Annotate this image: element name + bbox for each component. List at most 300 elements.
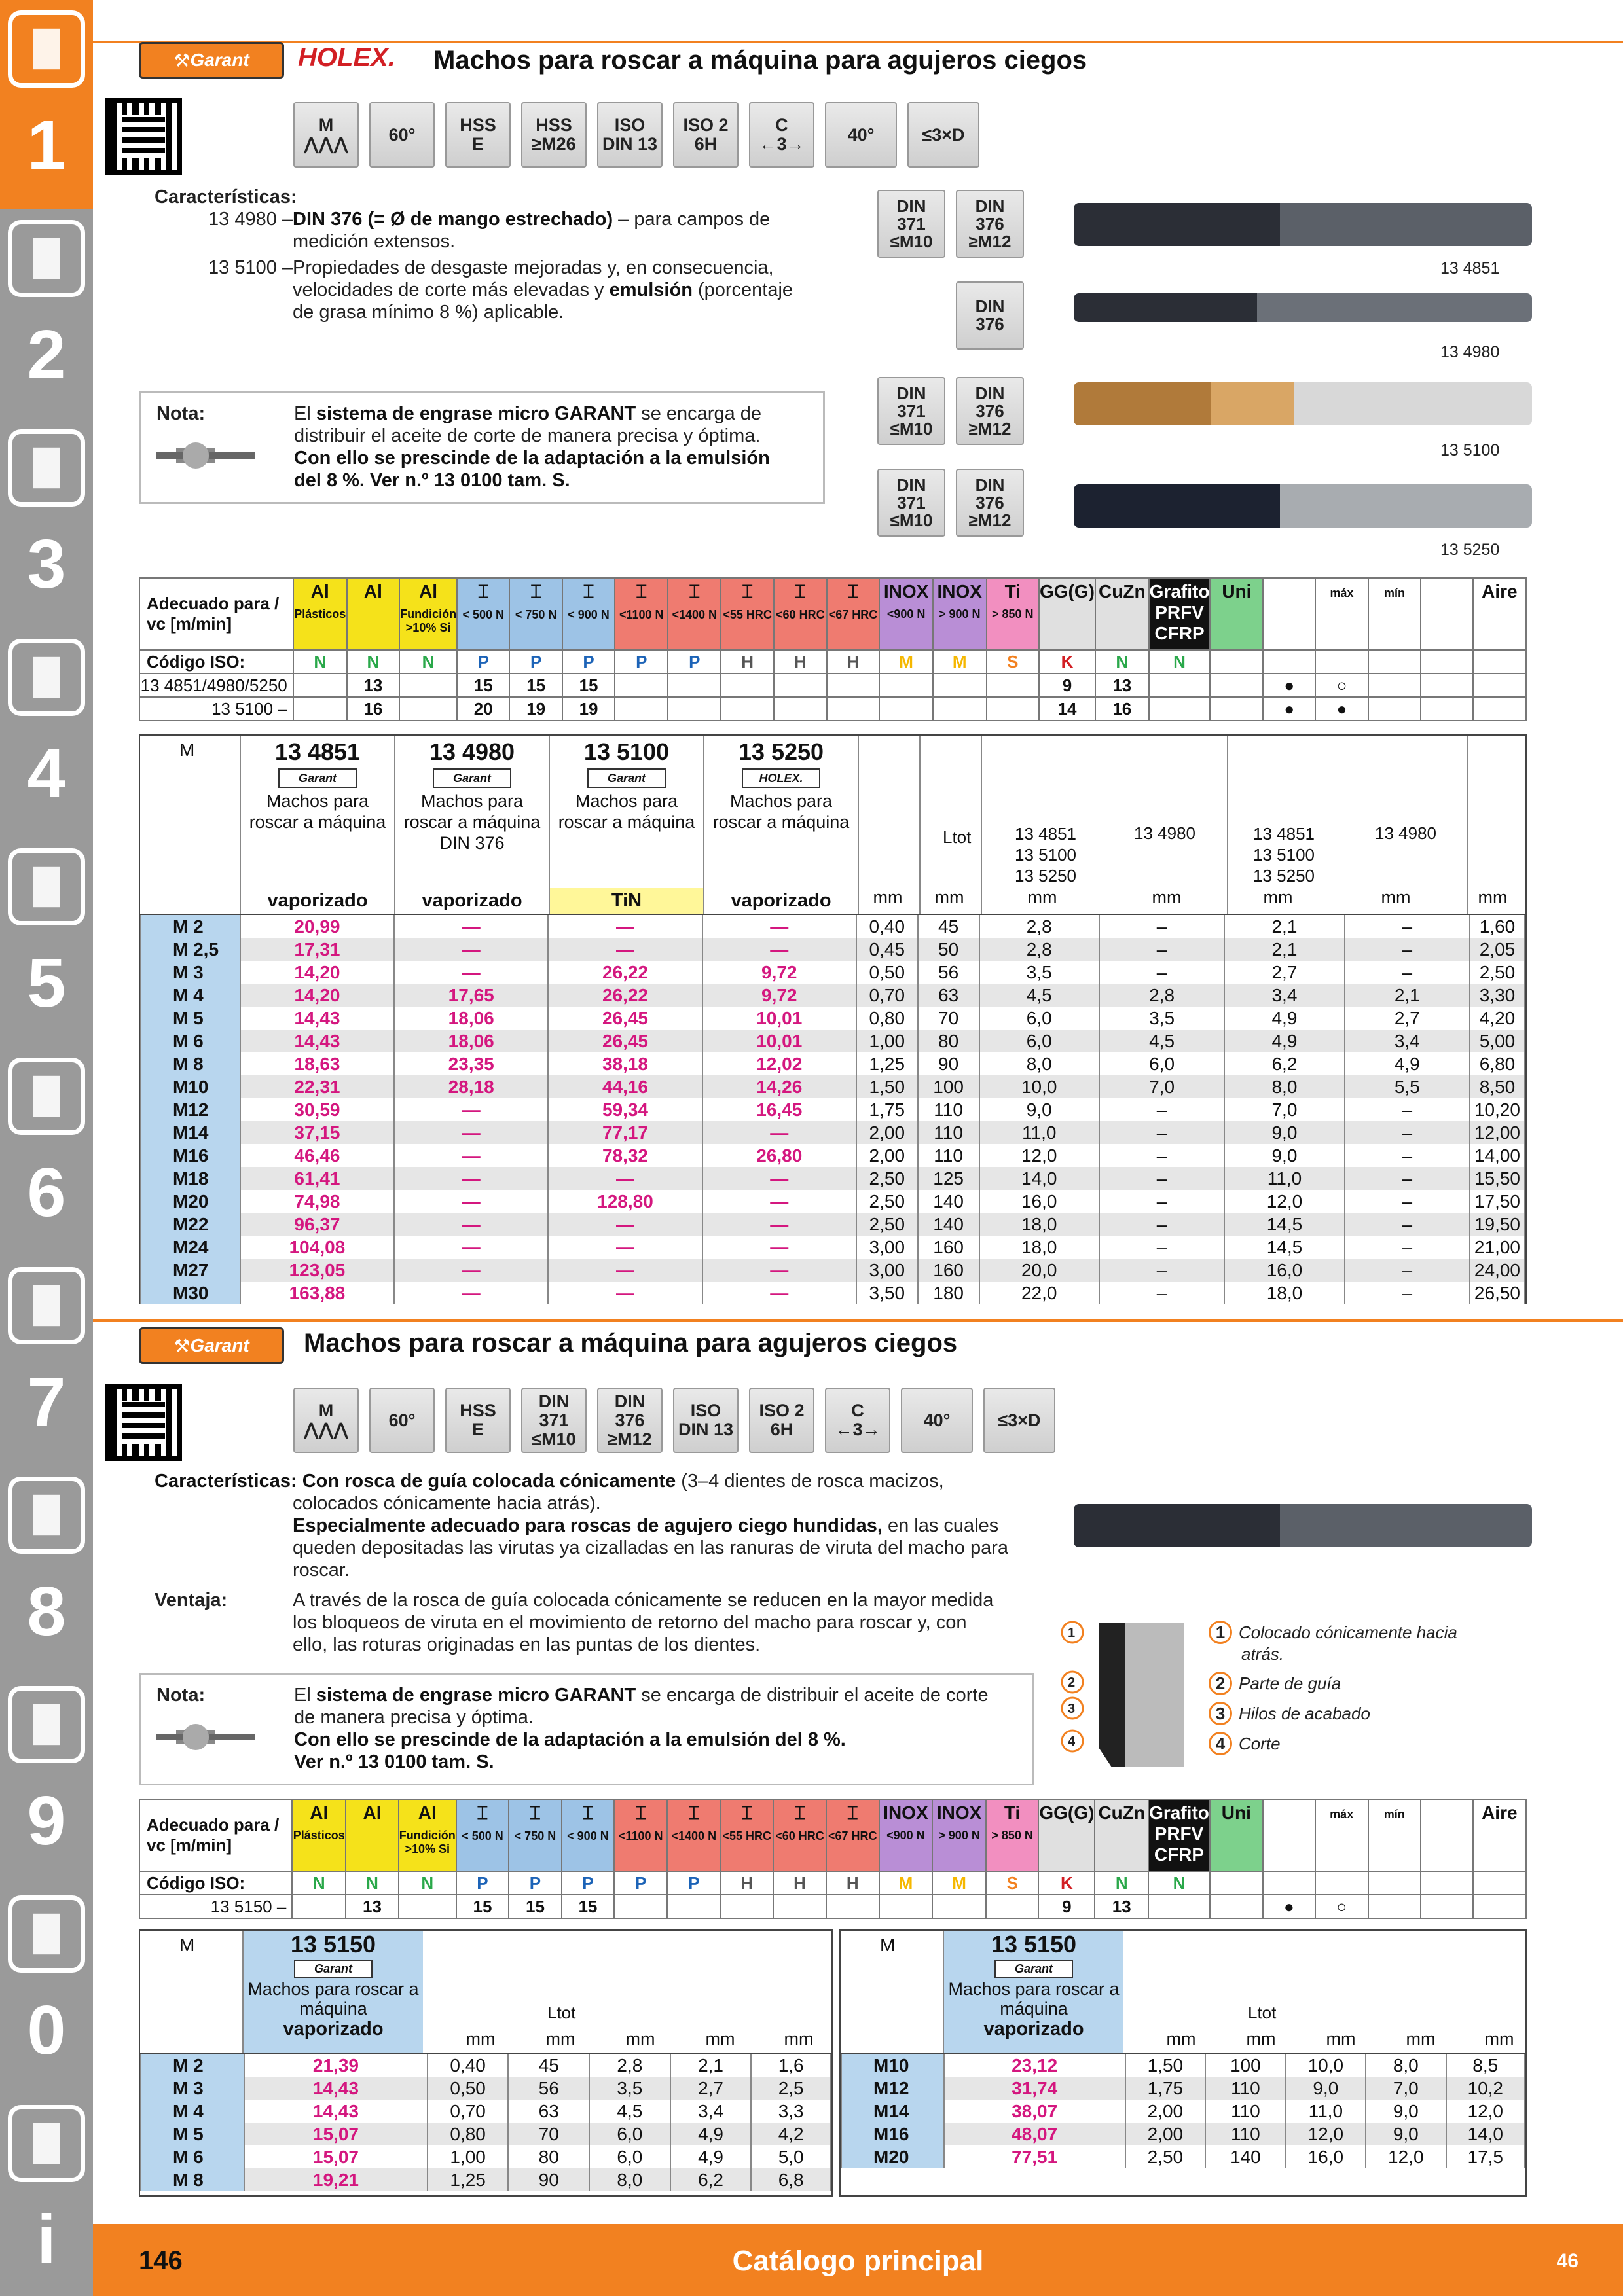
material-col-19: máx bbox=[1315, 578, 1368, 650]
material-col-17: Uni bbox=[1210, 1799, 1263, 1871]
price-cell[interactable]: 14,43 bbox=[240, 1007, 394, 1030]
product-description: Machos para roscar a máquina bbox=[558, 791, 695, 832]
materials-value bbox=[614, 1895, 667, 1918]
dim-cell: 9,0 bbox=[1224, 1144, 1344, 1167]
table-row bbox=[141, 1144, 1525, 1167]
dim-cell: 24,00 bbox=[1470, 1259, 1525, 1282]
thread-size: M 6 bbox=[141, 1030, 240, 1052]
price-cell[interactable]: 61,41 bbox=[240, 1167, 394, 1190]
product-brand-logo: Garant bbox=[587, 768, 666, 788]
material-col-22: Aire bbox=[1473, 578, 1526, 650]
iso-code-20 bbox=[1368, 1871, 1421, 1895]
spec-icon-4: ISO DIN 13 bbox=[597, 102, 663, 168]
thread-size: M12 bbox=[841, 2077, 944, 2100]
dim-cell: – bbox=[1345, 1259, 1470, 1282]
micro-lubrication-icon-2 bbox=[156, 1715, 261, 1761]
material-col-1: Al bbox=[346, 1799, 398, 1871]
dim-cell: 8,0 bbox=[1366, 2054, 1446, 2077]
material-col-0: Al Plásticos bbox=[293, 578, 347, 650]
materials-value bbox=[293, 697, 347, 721]
price-cell[interactable]: 44,16 bbox=[548, 1075, 702, 1098]
dim-cell: 7,0 bbox=[1366, 2077, 1446, 2100]
dim-cell: 9,0 bbox=[979, 1098, 1099, 1121]
material-col-4: ⌶ < 750 N bbox=[509, 578, 562, 650]
section2-features-cont: colocados cónicamente hacia atrás). Especialmente adecuado para roscas de agujero ciego hundidas, en las cuales queden depositadas las virutas ya cizalladas en las ranuras de viruta del macho para roscar. bbox=[293, 1493, 1008, 1581]
materials-value bbox=[773, 1895, 826, 1918]
thread-size: M18 bbox=[141, 1167, 240, 1190]
thread-size: M 2,5 bbox=[141, 938, 240, 961]
dim-cell: – bbox=[1099, 1121, 1224, 1144]
ltot-label: Ltot bbox=[943, 827, 972, 847]
price-cell: — bbox=[702, 1282, 856, 1304]
dim-cell: – bbox=[1099, 915, 1224, 938]
materials-value: ● bbox=[1263, 697, 1315, 721]
price-cell[interactable]: 104,08 bbox=[240, 1236, 394, 1259]
dim-cell: 4,5 bbox=[1099, 1030, 1224, 1052]
dim-cell: 26,50 bbox=[1470, 1282, 1525, 1304]
price-cell[interactable]: 15,07 bbox=[244, 2123, 428, 2145]
iso-code-21 bbox=[1421, 1871, 1473, 1895]
dim-cell: 2,50 bbox=[856, 1213, 918, 1236]
dim-cell: – bbox=[1345, 1236, 1470, 1259]
dim-cell: – bbox=[1345, 1167, 1470, 1190]
iso-code-12: M bbox=[933, 650, 987, 673]
sidebar-chapter-6[interactable] bbox=[0, 1047, 93, 1257]
dim-cell: 2,50 bbox=[1125, 2145, 1205, 2168]
price-cell[interactable]: 14,43 bbox=[244, 2077, 428, 2100]
price-cell[interactable]: 14,43 bbox=[240, 1030, 394, 1052]
material-col-3: ⌶ < 500 N bbox=[457, 578, 509, 650]
spec-icon-2: HSS E bbox=[445, 102, 511, 168]
price-cell: — bbox=[394, 1213, 548, 1236]
price-cell[interactable]: 77,51 bbox=[944, 2145, 1125, 2168]
tool-label-134980: 13 4980 bbox=[1440, 343, 1500, 361]
price-cell[interactable]: 18,63 bbox=[240, 1052, 394, 1075]
material-col-16: Grafito PRFV CFRP bbox=[1148, 1799, 1210, 1871]
drill-machine-icon bbox=[8, 1895, 85, 1973]
materials-table-2 bbox=[139, 1799, 1527, 1919]
iso-code-19 bbox=[1315, 1871, 1368, 1895]
dim-cell: 5,0 bbox=[751, 2145, 831, 2168]
thread-size: M 5 bbox=[141, 1007, 240, 1030]
iso-code-1: N bbox=[346, 1871, 398, 1895]
product-code: 13 4980 bbox=[429, 738, 515, 765]
unit-label: mm bbox=[625, 2029, 655, 2049]
product-coating: vaporizado bbox=[395, 888, 549, 914]
price-cell[interactable]: 26,45 bbox=[548, 1007, 702, 1030]
price-cell: — bbox=[394, 1282, 548, 1304]
dim-cell: 4,20 bbox=[1470, 1007, 1525, 1030]
material-col-10: ⌶ <67 HRC bbox=[826, 1799, 879, 1871]
product-coating: vaporizado bbox=[704, 888, 858, 914]
price-cell[interactable]: 21,39 bbox=[244, 2054, 428, 2077]
holex-logo: HOLEX. bbox=[298, 43, 395, 72]
sidebar-number-3: 3 bbox=[27, 526, 66, 603]
price-cell[interactable]: 59,34 bbox=[548, 1098, 702, 1121]
spec-icon-0: M ⋀⋀⋀ bbox=[293, 1388, 359, 1453]
table-row bbox=[141, 1075, 1525, 1098]
iso-code-0: N bbox=[292, 1871, 346, 1895]
unit-label: mm bbox=[1246, 2029, 1276, 2049]
material-col-7: ⌶ <1400 N bbox=[667, 1799, 720, 1871]
price-cell[interactable]: 26,22 bbox=[548, 984, 702, 1007]
note-label: Nota: bbox=[156, 403, 206, 424]
iso-code-18 bbox=[1263, 650, 1315, 673]
iso-code-8: H bbox=[721, 650, 774, 673]
materials-value: ● bbox=[1263, 1895, 1315, 1918]
material-col-11: INOX <900 N bbox=[879, 578, 933, 650]
dim-cell: 11,0 bbox=[979, 1121, 1099, 1144]
product-header-135150 bbox=[242, 1931, 423, 2053]
dim-cell: 6,0 bbox=[589, 2123, 670, 2145]
qr-code-icon[interactable] bbox=[105, 98, 182, 175]
dim-cell: 70 bbox=[508, 2123, 589, 2145]
price-cell[interactable]: 17,65 bbox=[394, 984, 548, 1007]
dim-cell: 110 bbox=[1205, 2077, 1285, 2100]
product-header-135250 bbox=[703, 736, 858, 914]
price-cell[interactable]: 12,02 bbox=[702, 1052, 856, 1075]
materials-value bbox=[1210, 697, 1263, 721]
qr-code-icon-2[interactable] bbox=[105, 1384, 182, 1461]
svg-text:1: 1 bbox=[1068, 1626, 1076, 1640]
price-cell[interactable]: 26,45 bbox=[548, 1030, 702, 1052]
price-cell[interactable]: 9,72 bbox=[702, 984, 856, 1007]
section2-features: Características: Con rosca de guía colocada cónicamente (3–4 dientes de rosca macizos, bbox=[155, 1471, 944, 1492]
materials-value: 15 bbox=[509, 1895, 561, 1918]
price-cell: — bbox=[394, 1190, 548, 1213]
iso-code-22 bbox=[1473, 650, 1526, 673]
iso-row bbox=[139, 650, 1526, 673]
iso-code-21 bbox=[1421, 650, 1472, 673]
thread-size: M12 bbox=[141, 1098, 240, 1121]
materials-value bbox=[1210, 673, 1263, 697]
unit-label: mm bbox=[784, 2029, 814, 2049]
materials-value bbox=[399, 697, 457, 721]
dim-cell: – bbox=[1345, 961, 1470, 984]
materials-value: ● bbox=[1315, 697, 1368, 721]
thread-size: M 3 bbox=[141, 961, 240, 984]
iso-code-16: N bbox=[1149, 650, 1211, 673]
sidebar-number-9: 9 bbox=[27, 1782, 66, 1859]
price-cell[interactable]: 19,21 bbox=[244, 2168, 428, 2191]
price-cell[interactable]: 37,15 bbox=[240, 1121, 394, 1144]
dim-cell: – bbox=[1345, 915, 1470, 938]
m-label: M bbox=[880, 1935, 896, 1955]
iso-code-5: P bbox=[562, 1871, 614, 1895]
product-description: Machos para roscar a máquina bbox=[247, 1979, 419, 2018]
product-header-134980 bbox=[394, 736, 549, 914]
price-cell[interactable]: 10,01 bbox=[702, 1030, 856, 1052]
dim-sub-b-2: 13 4980 bbox=[1375, 823, 1436, 843]
iso-code-10: H bbox=[826, 1871, 879, 1895]
thread-size: M 4 bbox=[141, 984, 240, 1007]
dim-cell: 8,0 bbox=[979, 1052, 1099, 1075]
dim-cell: 2,1 bbox=[1224, 915, 1344, 938]
table2-body bbox=[140, 2054, 831, 2191]
price-cell[interactable]: 77,17 bbox=[548, 1121, 702, 1144]
dim-cell: 2,7 bbox=[1224, 961, 1344, 984]
dim-cell: 8,0 bbox=[1224, 1075, 1344, 1098]
price-cell[interactable]: 14,20 bbox=[240, 984, 394, 1007]
price-cell: — bbox=[548, 915, 702, 938]
dim-cell: 9,0 bbox=[1366, 2100, 1446, 2123]
sidebar-chapter-4[interactable] bbox=[0, 628, 93, 838]
product-coating: TiN bbox=[550, 888, 703, 914]
table-row bbox=[141, 2100, 831, 2123]
thread-size: M30 bbox=[141, 1282, 240, 1304]
dim-cell: – bbox=[1345, 1144, 1470, 1167]
unit-label: mm bbox=[1152, 888, 1182, 907]
price-cell: — bbox=[548, 938, 702, 961]
table-row bbox=[141, 1213, 1525, 1236]
dim-cell: 7,0 bbox=[1224, 1098, 1344, 1121]
materials-value bbox=[721, 697, 774, 721]
material-col-5: ⌶ < 900 N bbox=[562, 578, 615, 650]
iso-code-5: P bbox=[562, 650, 615, 673]
page-number: 146 bbox=[139, 2246, 183, 2275]
thread-size: M16 bbox=[141, 1144, 240, 1167]
dim-cell: 180 bbox=[918, 1282, 979, 1304]
materials-value bbox=[399, 673, 457, 697]
thread-size: M10 bbox=[841, 2054, 944, 2077]
sidebar-chapter-7[interactable] bbox=[0, 1257, 93, 1466]
sidebar-chapter-8[interactable] bbox=[0, 1466, 93, 1676]
price-cell[interactable]: 23,35 bbox=[394, 1052, 548, 1075]
dim-cell: 6,80 bbox=[1470, 1052, 1525, 1075]
price-cell[interactable]: 163,88 bbox=[240, 1282, 394, 1304]
product-description: Machos para roscar a máquina bbox=[948, 1979, 1120, 2018]
materials-value bbox=[615, 697, 668, 721]
material-col-15: CuZn bbox=[1095, 1799, 1148, 1871]
sidebar-chapter-3[interactable] bbox=[0, 419, 93, 628]
dim-cell: – bbox=[1345, 1282, 1470, 1304]
din-box-0-1: DIN 376 ≥M12 bbox=[956, 190, 1024, 258]
thread-size: M 4 bbox=[141, 2100, 244, 2123]
dim-cell: 50 bbox=[918, 938, 979, 961]
dim-cell: 2,50 bbox=[856, 1167, 918, 1190]
dim-cell: 4,5 bbox=[979, 984, 1099, 1007]
product-code: 13 5150 bbox=[991, 1931, 1077, 1958]
materials-label: Adecuado para / vc [m/min] bbox=[139, 578, 293, 650]
dim-cell: 3,4 bbox=[1345, 1030, 1470, 1052]
table2-header bbox=[841, 1931, 1525, 2054]
iso-code-14: K bbox=[1039, 650, 1095, 673]
price-cell[interactable]: 17,31 bbox=[240, 938, 394, 961]
spec-icon-8: ≤3×D bbox=[907, 102, 979, 168]
price-cell: — bbox=[702, 1213, 856, 1236]
material-col-3: ⌶ < 500 N bbox=[456, 1799, 509, 1871]
dim-cell: 10,0 bbox=[1286, 2054, 1366, 2077]
price-cell[interactable]: 20,99 bbox=[240, 915, 394, 938]
price-cell[interactable]: 22,31 bbox=[240, 1075, 394, 1098]
materials-value bbox=[1149, 673, 1211, 697]
price-cell[interactable]: 18,06 bbox=[394, 1030, 548, 1052]
table2-header bbox=[140, 1931, 831, 2054]
material-col-5: ⌶ < 900 N bbox=[562, 1799, 614, 1871]
materials-value bbox=[933, 673, 987, 697]
price-cell[interactable]: 128,80 bbox=[548, 1190, 702, 1213]
dim-cell: 4,9 bbox=[1224, 1030, 1344, 1052]
dim-cell: 2,8 bbox=[1099, 984, 1224, 1007]
price-cell: — bbox=[394, 1167, 548, 1190]
catalog-title: Catálogo principal bbox=[732, 2245, 984, 2277]
price-cell[interactable]: 10,01 bbox=[702, 1007, 856, 1030]
price-cell[interactable]: 14,43 bbox=[244, 2100, 428, 2123]
iso-code-7: P bbox=[668, 650, 721, 673]
materials-value bbox=[615, 673, 668, 697]
materials-value bbox=[879, 697, 933, 721]
materials-value: 13 bbox=[347, 673, 399, 697]
price-cell: — bbox=[394, 1144, 548, 1167]
dim-cell: 2,50 bbox=[1470, 961, 1525, 984]
sidebar-chapter-1[interactable] bbox=[0, 0, 93, 209]
price-cell[interactable]: 16,45 bbox=[702, 1098, 856, 1121]
dim-cell: 1,50 bbox=[856, 1075, 918, 1098]
material-col-17: Uni bbox=[1210, 578, 1263, 650]
price-cell[interactable]: 28,18 bbox=[394, 1075, 548, 1098]
unit-label: mm bbox=[873, 888, 903, 907]
legend-4: 4 Corte bbox=[1209, 1732, 1281, 1755]
spec-icon-8: 40° bbox=[901, 1388, 973, 1453]
price-cell[interactable]: 46,46 bbox=[240, 1144, 394, 1167]
table-row bbox=[141, 1259, 1525, 1282]
dim-cell: 14,5 bbox=[1224, 1236, 1344, 1259]
material-col-8: ⌶ <55 HRC bbox=[720, 1799, 773, 1871]
price-cell[interactable]: 14,26 bbox=[702, 1075, 856, 1098]
materials-value: 13 bbox=[1095, 1895, 1148, 1918]
note-box-2 bbox=[139, 1673, 1034, 1785]
dim-cell: 11,0 bbox=[1286, 2100, 1366, 2123]
table-row bbox=[141, 2168, 831, 2191]
material-col-4: ⌶ < 750 N bbox=[509, 1799, 561, 1871]
price-cell: — bbox=[548, 1236, 702, 1259]
dim-cell: 12,0 bbox=[979, 1144, 1099, 1167]
price-cell[interactable]: 30,59 bbox=[240, 1098, 394, 1121]
price-cell[interactable]: 31,74 bbox=[944, 2077, 1125, 2100]
iso-code-20 bbox=[1368, 650, 1421, 673]
column-divider bbox=[1227, 736, 1228, 914]
sidebar-chapter-i[interactable] bbox=[0, 2094, 93, 2296]
iso-code-17 bbox=[1210, 650, 1263, 673]
column-divider bbox=[981, 736, 982, 914]
material-col-22: Aire bbox=[1473, 1799, 1526, 1871]
thread-size: M14 bbox=[141, 1121, 240, 1144]
materials-value: 9 bbox=[1038, 1895, 1095, 1918]
tool-label-135100: 13 5100 bbox=[1440, 441, 1500, 459]
dim-cell: 17,50 bbox=[1470, 1190, 1525, 1213]
dim-cell: 1,50 bbox=[1125, 2054, 1205, 2077]
thread-size: M 2 bbox=[141, 2054, 244, 2077]
price-cell[interactable]: 48,07 bbox=[944, 2123, 1125, 2145]
unit-label: mm bbox=[705, 2029, 735, 2049]
product-coating: vaporizado bbox=[241, 888, 394, 914]
materials-value bbox=[986, 1895, 1038, 1918]
dim-cell: – bbox=[1345, 938, 1470, 961]
sidebar-chapter-9[interactable] bbox=[0, 1676, 93, 1885]
price-cell[interactable]: 78,32 bbox=[548, 1144, 702, 1167]
iso-code-14: K bbox=[1038, 1871, 1095, 1895]
svg-text:4: 4 bbox=[1068, 1734, 1076, 1749]
product-code: 13 5250 bbox=[738, 738, 824, 765]
dim-cell: 140 bbox=[1205, 2145, 1285, 2168]
table-row bbox=[141, 984, 1525, 1007]
price-cell[interactable]: 38,07 bbox=[944, 2100, 1125, 2123]
legend-2: 2 Parte de guía bbox=[1209, 1672, 1341, 1695]
dim-cell: 45 bbox=[918, 915, 979, 938]
price-cell[interactable]: 26,22 bbox=[548, 961, 702, 984]
sidebar-chapter-0[interactable] bbox=[0, 1885, 93, 2094]
dim-cell: 3,5 bbox=[1099, 1007, 1224, 1030]
materials-value bbox=[1368, 1895, 1421, 1918]
thread-size: M24 bbox=[141, 1236, 240, 1259]
dim-cell: 18,0 bbox=[979, 1236, 1099, 1259]
unit-label: mm bbox=[465, 2029, 496, 2049]
price-cell[interactable]: 26,80 bbox=[702, 1144, 856, 1167]
tap-icon bbox=[8, 10, 85, 88]
price-cell[interactable]: 14,20 bbox=[240, 961, 394, 984]
materials-value bbox=[879, 1895, 933, 1918]
price-cell[interactable]: 38,18 bbox=[548, 1052, 702, 1075]
dim-cell: 56 bbox=[918, 961, 979, 984]
unit-label: mm bbox=[1326, 2029, 1356, 2049]
tool-label-135250: 13 5250 bbox=[1440, 541, 1500, 559]
price-cell[interactable]: 96,37 bbox=[240, 1213, 394, 1236]
sidebar-number-6: 6 bbox=[27, 1154, 66, 1231]
price-cell[interactable]: 15,07 bbox=[244, 2145, 428, 2168]
product-table-1 bbox=[139, 734, 1527, 1304]
price-cell[interactable]: 23,12 bbox=[944, 2054, 1125, 2077]
materials-row bbox=[139, 697, 1526, 721]
advantage-label: Ventaja: bbox=[155, 1590, 228, 1611]
table-row bbox=[141, 1052, 1525, 1075]
sidebar-chapter-2[interactable] bbox=[0, 209, 93, 419]
dim-cell: 10,2 bbox=[1446, 2077, 1525, 2100]
material-col-9: ⌶ <60 HRC bbox=[773, 1799, 826, 1871]
unit-label: mm bbox=[1406, 2029, 1436, 2049]
spec-icon-7: 40° bbox=[825, 102, 897, 168]
price-cell[interactable]: 9,72 bbox=[702, 961, 856, 984]
dim-cell: 110 bbox=[918, 1121, 979, 1144]
table-row bbox=[141, 915, 1525, 938]
materials-value: 15 bbox=[457, 673, 509, 697]
dim-cell: 7,0 bbox=[1099, 1075, 1224, 1098]
material-col-13: Ti > 850 N bbox=[986, 1799, 1038, 1871]
price-cell: — bbox=[548, 1213, 702, 1236]
materials-label: Adecuado para / vc [m/min] bbox=[139, 1799, 292, 1871]
sidebar-number-0: 0 bbox=[27, 1992, 66, 2069]
dim-cell: 0,80 bbox=[856, 1007, 918, 1030]
price-cell[interactable]: 123,05 bbox=[240, 1259, 394, 1282]
product-brand-logo: Garant bbox=[994, 1960, 1073, 1978]
price-cell[interactable]: 74,98 bbox=[240, 1190, 394, 1213]
iso-code-13: S bbox=[986, 1871, 1038, 1895]
note-box-1 bbox=[139, 391, 825, 504]
price-cell: — bbox=[702, 1167, 856, 1190]
tool-image-135100 bbox=[1074, 382, 1532, 425]
dim-cell: 1,75 bbox=[1125, 2077, 1205, 2100]
materials-row-label: 13 4851/4980/5250 bbox=[139, 673, 293, 697]
sidebar-number-8: 8 bbox=[27, 1573, 66, 1650]
dim-cell: 2,00 bbox=[1125, 2100, 1205, 2123]
spec-icon-6: ISO 2 6H bbox=[749, 1388, 814, 1453]
thread-size: M 8 bbox=[141, 1052, 240, 1075]
table-row bbox=[141, 1121, 1525, 1144]
iso-code-17 bbox=[1210, 1871, 1263, 1895]
price-cell[interactable]: 18,06 bbox=[394, 1007, 548, 1030]
thread-size: M20 bbox=[841, 2145, 944, 2168]
material-col-10: ⌶ <67 HRC bbox=[827, 578, 880, 650]
sidebar-chapter-5[interactable] bbox=[0, 838, 93, 1047]
